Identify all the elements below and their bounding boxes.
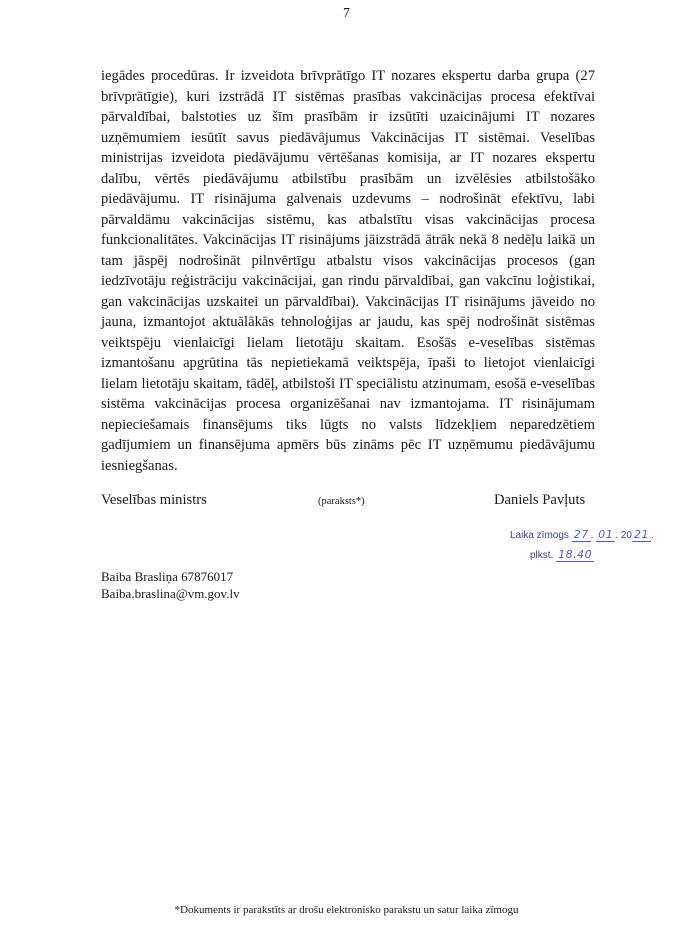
contact-name-phone: Baiba Brasliņa 67876017 (101, 569, 234, 584)
timestamp-time: 18.40 (558, 548, 593, 561)
page-number: 7 (343, 6, 350, 21)
timestamp-year-prefix: 20 (620, 530, 632, 541)
timestamp-year-suffix: 21 (633, 528, 649, 541)
timestamp-time-label: plkst. (530, 550, 554, 561)
contact-email: Baiba.braslina@vm.gov.lv (101, 586, 240, 601)
body-paragraph: iegādes procedūras. Ir izveidota brīvprātīgo IT nozares ekspertu darba grupa (27 brīvprātīgie), kuri izstrādā IT sistēmas prasības vakcinācijas procesa efektīvai pārvaldībai, balstoties uz šīm prasībām ir izsūtīti uzaicinājumi IT nozares uzņēmumiem iesūtīt savus piedāvājumus Vakcinācijas IT sistēmai. Veselības ministrijas izveidota piedāvājumu vērtēšanas komisija, ar IT nozares ekspertu dalību, vērtēs piedāvājumu atbilstību prasībām un izvēlēsies atbilstošāko piedāvājumu. IT risinājuma galvenais uzdevums – nodrošināt efektīvu, labi pārvaldāmu vakcinācijas sistēmu, kas atbalstītu visas vakcinācijas procesa funkcionalitātes. Vakcinācijas IT risinājums jāizstrādā ātrāk nekā 8 nedēļu laikā un tam jāspēj nodrošināt pilnvērtīgu atbalstu visos vakcinācijas procesos (gan iedzīvotāju reģistrāciju vakcinācijai, gan rindu pārvaldībai, gan vakcīnu loģistikai, gan vakcinācijas uzskaitei un pārvaldībai). Vakcinācijas IT risinājums jāveido no jauna, izmantojot aktuālākās tehnoloģijas ar jaudu, kas spēj nodrošināt sistēmas veiktspēju vienlaicīgi lielam lietotāju skaitam. Esošās e-veselības sistēmas izmantošanu apgrūtina tās nepietiekamā veiktspēja, īpaši to lietojot vienlaicīgi lielam lietotāju skaitam, tādēļ, atbilstoši IT speciālistu atzinumam, esošā e-veselības sistēma vakcinācijas procesa organizēšanai nav izmantojama. IT risinājumam nepieciešamais finansējums tiks lūgts no valsts līdzekļiem neparedzētiem gadījumiem un finansējuma apmērs būs zināms pēc IT uzņēmumu piedāvājumu iesniegšanas. (101, 68, 595, 474)
timestamp-day: 27 (573, 528, 589, 541)
signature-placeholder: (paraksts*) (318, 496, 365, 507)
minister-name: Daniels Pavļuts (494, 492, 586, 508)
footnote: *Dokuments ir parakstīts ar drošu elektronisko parakstu un satur laika zīmogu (174, 904, 519, 916)
contact-block (101, 568, 240, 602)
timestamp-stamp (510, 525, 654, 565)
minister-title: Veselības ministrs (101, 492, 207, 508)
timestamp-date-line: Laika zīmogs 27 . 01 . 20 21 . (510, 528, 654, 541)
timestamp-date-label: Laika zīmogs (510, 530, 569, 541)
timestamp-month: 01 (598, 528, 614, 541)
timestamp-time-line (510, 545, 654, 565)
